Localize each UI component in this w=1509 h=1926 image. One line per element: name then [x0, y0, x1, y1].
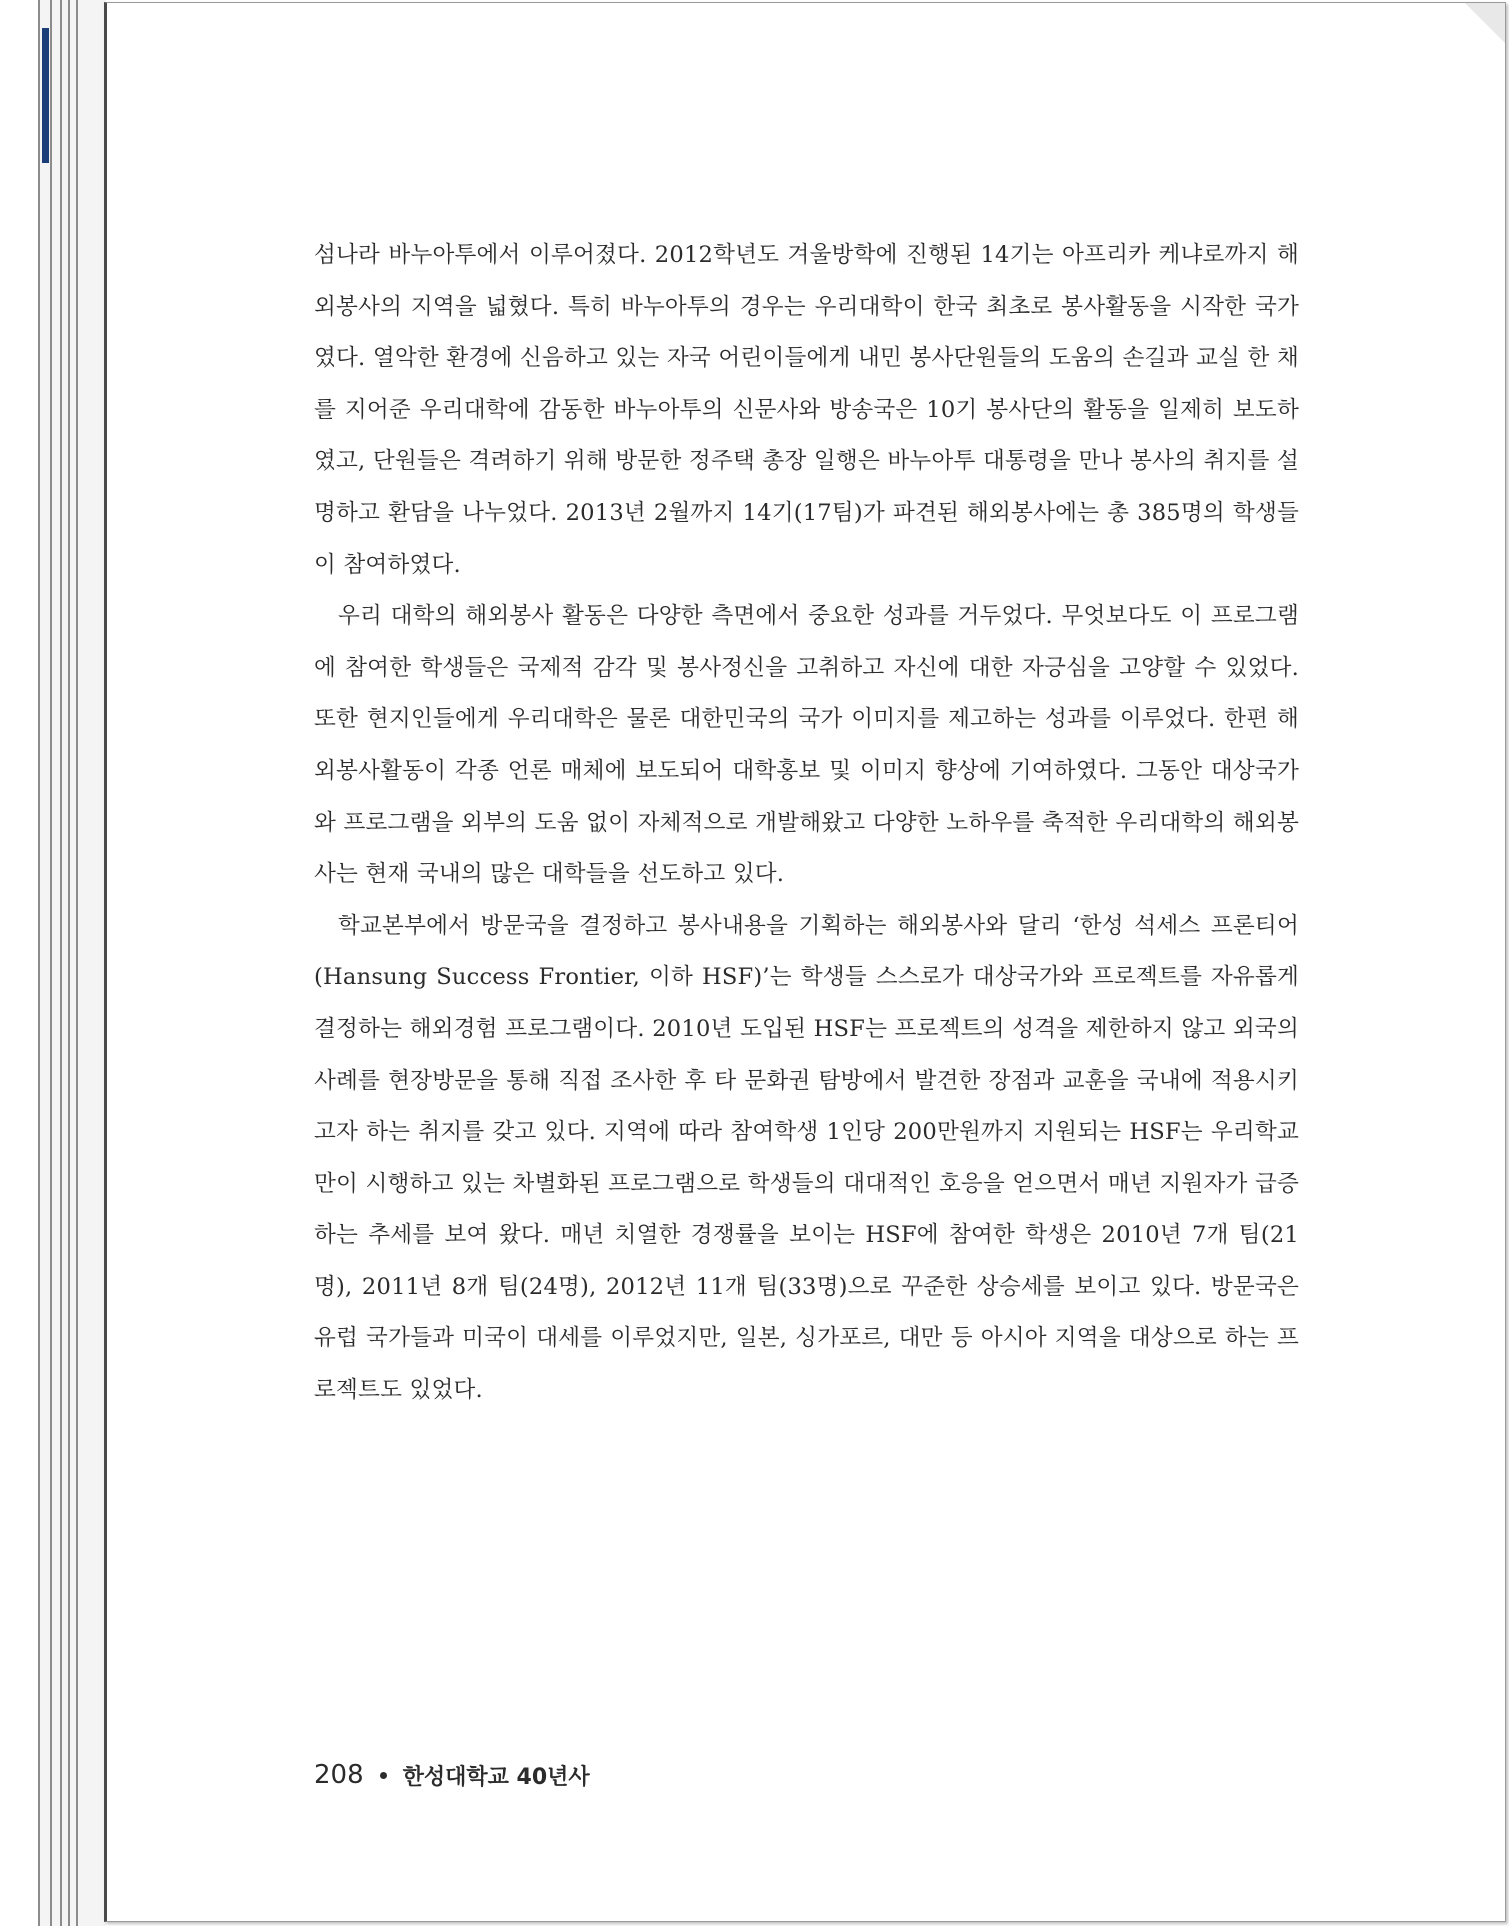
paragraph: 섬나라 바누아투에서 이루어졌다. 2012학년도 겨울방학에 진행된 14기는 아프리카 케냐로까지 해외봉사의 지역을 넓혔다. 특히 바누아투의 경우는 우리대학이 한국 최초로 봉사활동을 시작한 국가였다. 열악한 환경에 신음하고 있는 자국 어린이들에게 내민 봉사단원들의 도움의 손길과 교실 한 채를 지어준 우리대학에 감동한 바누아투의 신문사와 방송국은 10기 봉사단의 활동을 일제히 보도하였고, 단원들은 격려하기 위해 방문한 정주택 총장 일행은 바누아투 대통령을 만나 봉사의 취지를 설명하고 환담을 나누었다. 2013년 2월까지 14기(17팀)가 파견된 해외봉사에는 총 385명의 학생들이 참여하였다. — [314, 242, 1299, 578]
page-edge-sheet — [76, 0, 106, 1926]
running-title: 한성대학교 40년사 — [402, 1764, 590, 1790]
bullet-separator-icon — [380, 1772, 387, 1779]
page-number: 208 — [314, 1760, 364, 1790]
page-footer — [314, 1755, 590, 1795]
book-page-edges — [38, 0, 108, 1926]
paragraph: 우리 대학의 해외봉사 활동은 다양한 측면에서 중요한 성과를 거두었다. 무엇보다도 이 프로그램에 참여한 학생들은 국제적 감각 및 봉사정신을 고취하고 자신에 대한 자긍심을 고양할 수 있었다. 또한 현지인들에게 우리대학은 물론 대한민국의 국가 이미지를 제고하는 성과를 이루었다. 한편 해외봉사활동이 각종 언론 매체에 보도되어 대학홍보 및 이미지 향상에 기여하였다. 그동안 대상국가와 프로그램을 외부의 도움 없이 자체적으로 개발해왔고 다양한 노하우를 축적한 우리대학의 해외봉사는 현재 국내의 많은 대학들을 선도하고 있다. — [314, 603, 1299, 888]
paragraph: 학교본부에서 방문국을 결정하고 봉사내용을 기획하는 해외봉사와 달리 ‘한성 석세스 프론티어(Hansung Success Frontier, 이하 HSF)’는 학생들 스스로가 대상국가와 프로젝트를 자유롭게 결정하는 해외경험 프로그램이다. 2010년 도입된 HSF는 프로젝트의 성격을 제한하지 않고 외국의 사례를 현장방문을 통해 직접 조사한 후 타 문화권 탐방에서 발견한 장점과 교훈을 국내에 적용시키고자 하는 취지를 갖고 있다. 지역에 따라 참여학생 1인당 200만원까지 지원되는 HSF는 우리학교 만이 시행하고 있는 차별화된 프로그램으로 학생들의 대대적인 호응을 얻으면서 매년 지원자가 급증하는 추세를 보여 왔다. 매년 치열한 경쟁률을 보이는 HSF에 참여한 학생은 2010년 7개 팀(21명), 2011년 8개 팀(24명), 2012년 11개 팀(33명)으로 꾸준한 상승세를 보이고 있다. 방문국은 유럽 국가들과 미국이 대세를 이루었지만, 일본, 싱가포르, 대만 등 아시아 지역을 대상으로 하는 프로젝트도 있었다. — [314, 912, 1299, 1404]
page-corner-fold — [1465, 3, 1505, 43]
body-text — [314, 230, 1299, 1417]
spine-color-tab — [42, 28, 49, 163]
